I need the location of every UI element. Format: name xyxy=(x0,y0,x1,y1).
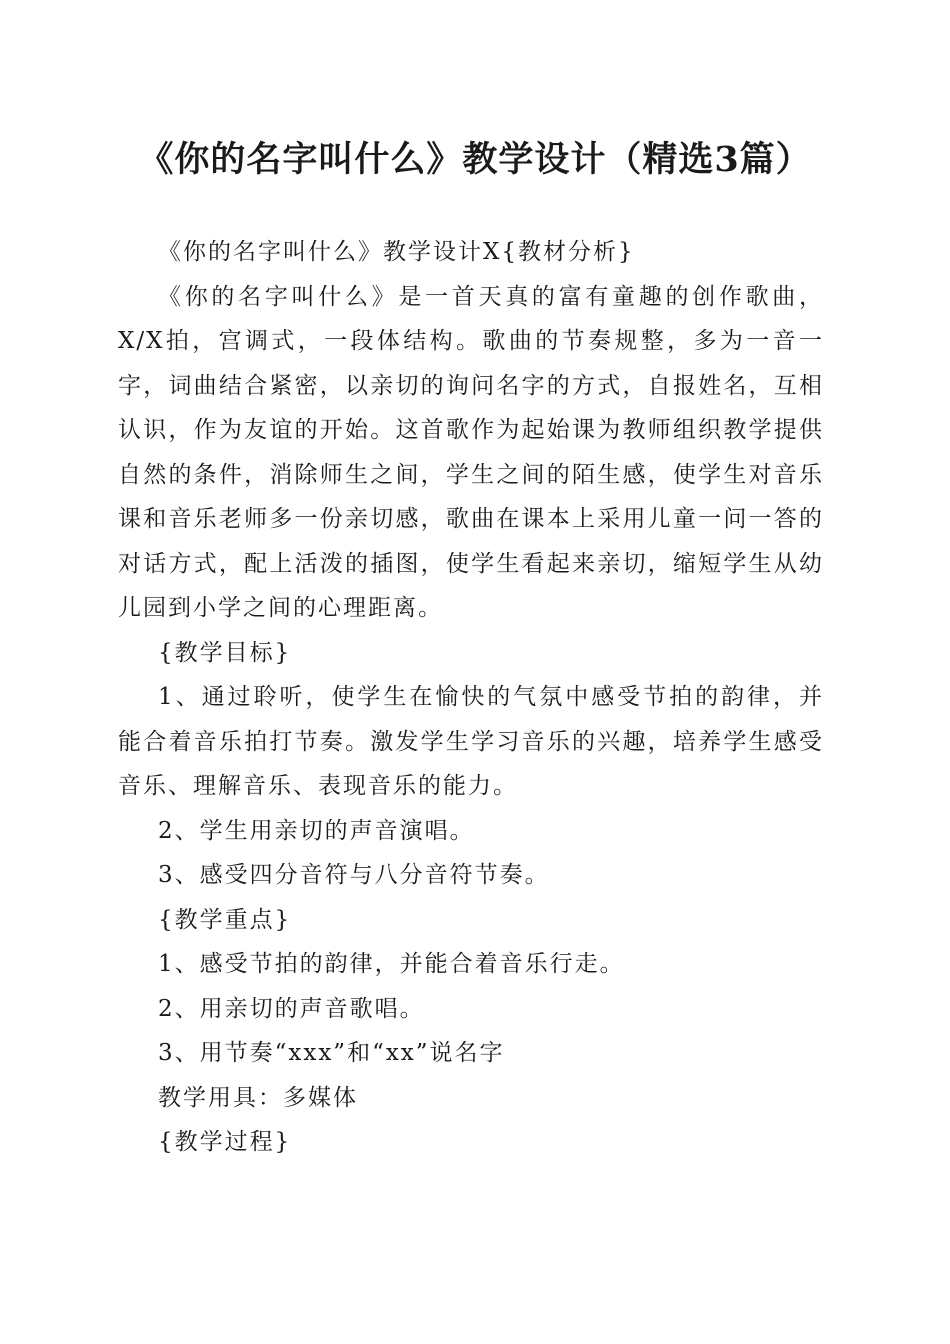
subtitle-paragraph: 《你的名字叫什么》教学设计X{教材分析} xyxy=(158,239,635,265)
goal-item-1: 1、通过聆听，使学生在愉快的气氛中感受节拍的韵律，并能合着音乐拍打节奏。激发学生学习音乐的兴趣，培养学生感受音乐、理解音乐、表现音乐的能力。 xyxy=(118,684,824,799)
key-point-item-1: 1、感受节拍的韵律，并能合着音乐行走。 xyxy=(158,951,625,977)
material-analysis-paragraph: 《你的名字叫什么》是一首天真的富有童趣的创作歌曲，X/X拍，宫调式，一段体结构。歌曲的节奏规整，多为一音一字，词曲结合紧密，以亲切的询问名字的方式，自报姓名，互相认识，作为友谊的开始。这首歌作为起始课为教师组织教学提供自然的条件，消除师生之间，学生之间的陌生感，使学生对音乐课和音乐老师多一份亲切感，歌曲在课本上采用儿童一问一答的对话方式，配上活泼的插图，使学生看起来亲切，缩短学生从幼儿园到小学之间的心理距离。 xyxy=(118,283,824,621)
key-point-item-3: 3、用节奏“xxx”和“xx”说名字 xyxy=(158,1040,505,1066)
section-heading-key-points: {教学重点} xyxy=(158,906,292,933)
teaching-tools-line: 教学用具：多媒体 xyxy=(158,1084,358,1111)
document-title: 《你的名字叫什么》教学设计（精选3篇） xyxy=(138,139,812,180)
goal-item-2: 2、学生用亲切的声音演唱。 xyxy=(158,817,475,844)
section-heading-process: {教学过程} xyxy=(158,1129,292,1155)
key-point-item-2: 2、用亲切的声音歌唱。 xyxy=(158,995,425,1022)
document-body xyxy=(118,230,824,1165)
goal-item-3: 3、感受四分音符与八分音符节奏。 xyxy=(158,862,550,888)
section-heading-goals: {教学目标} xyxy=(158,639,292,666)
